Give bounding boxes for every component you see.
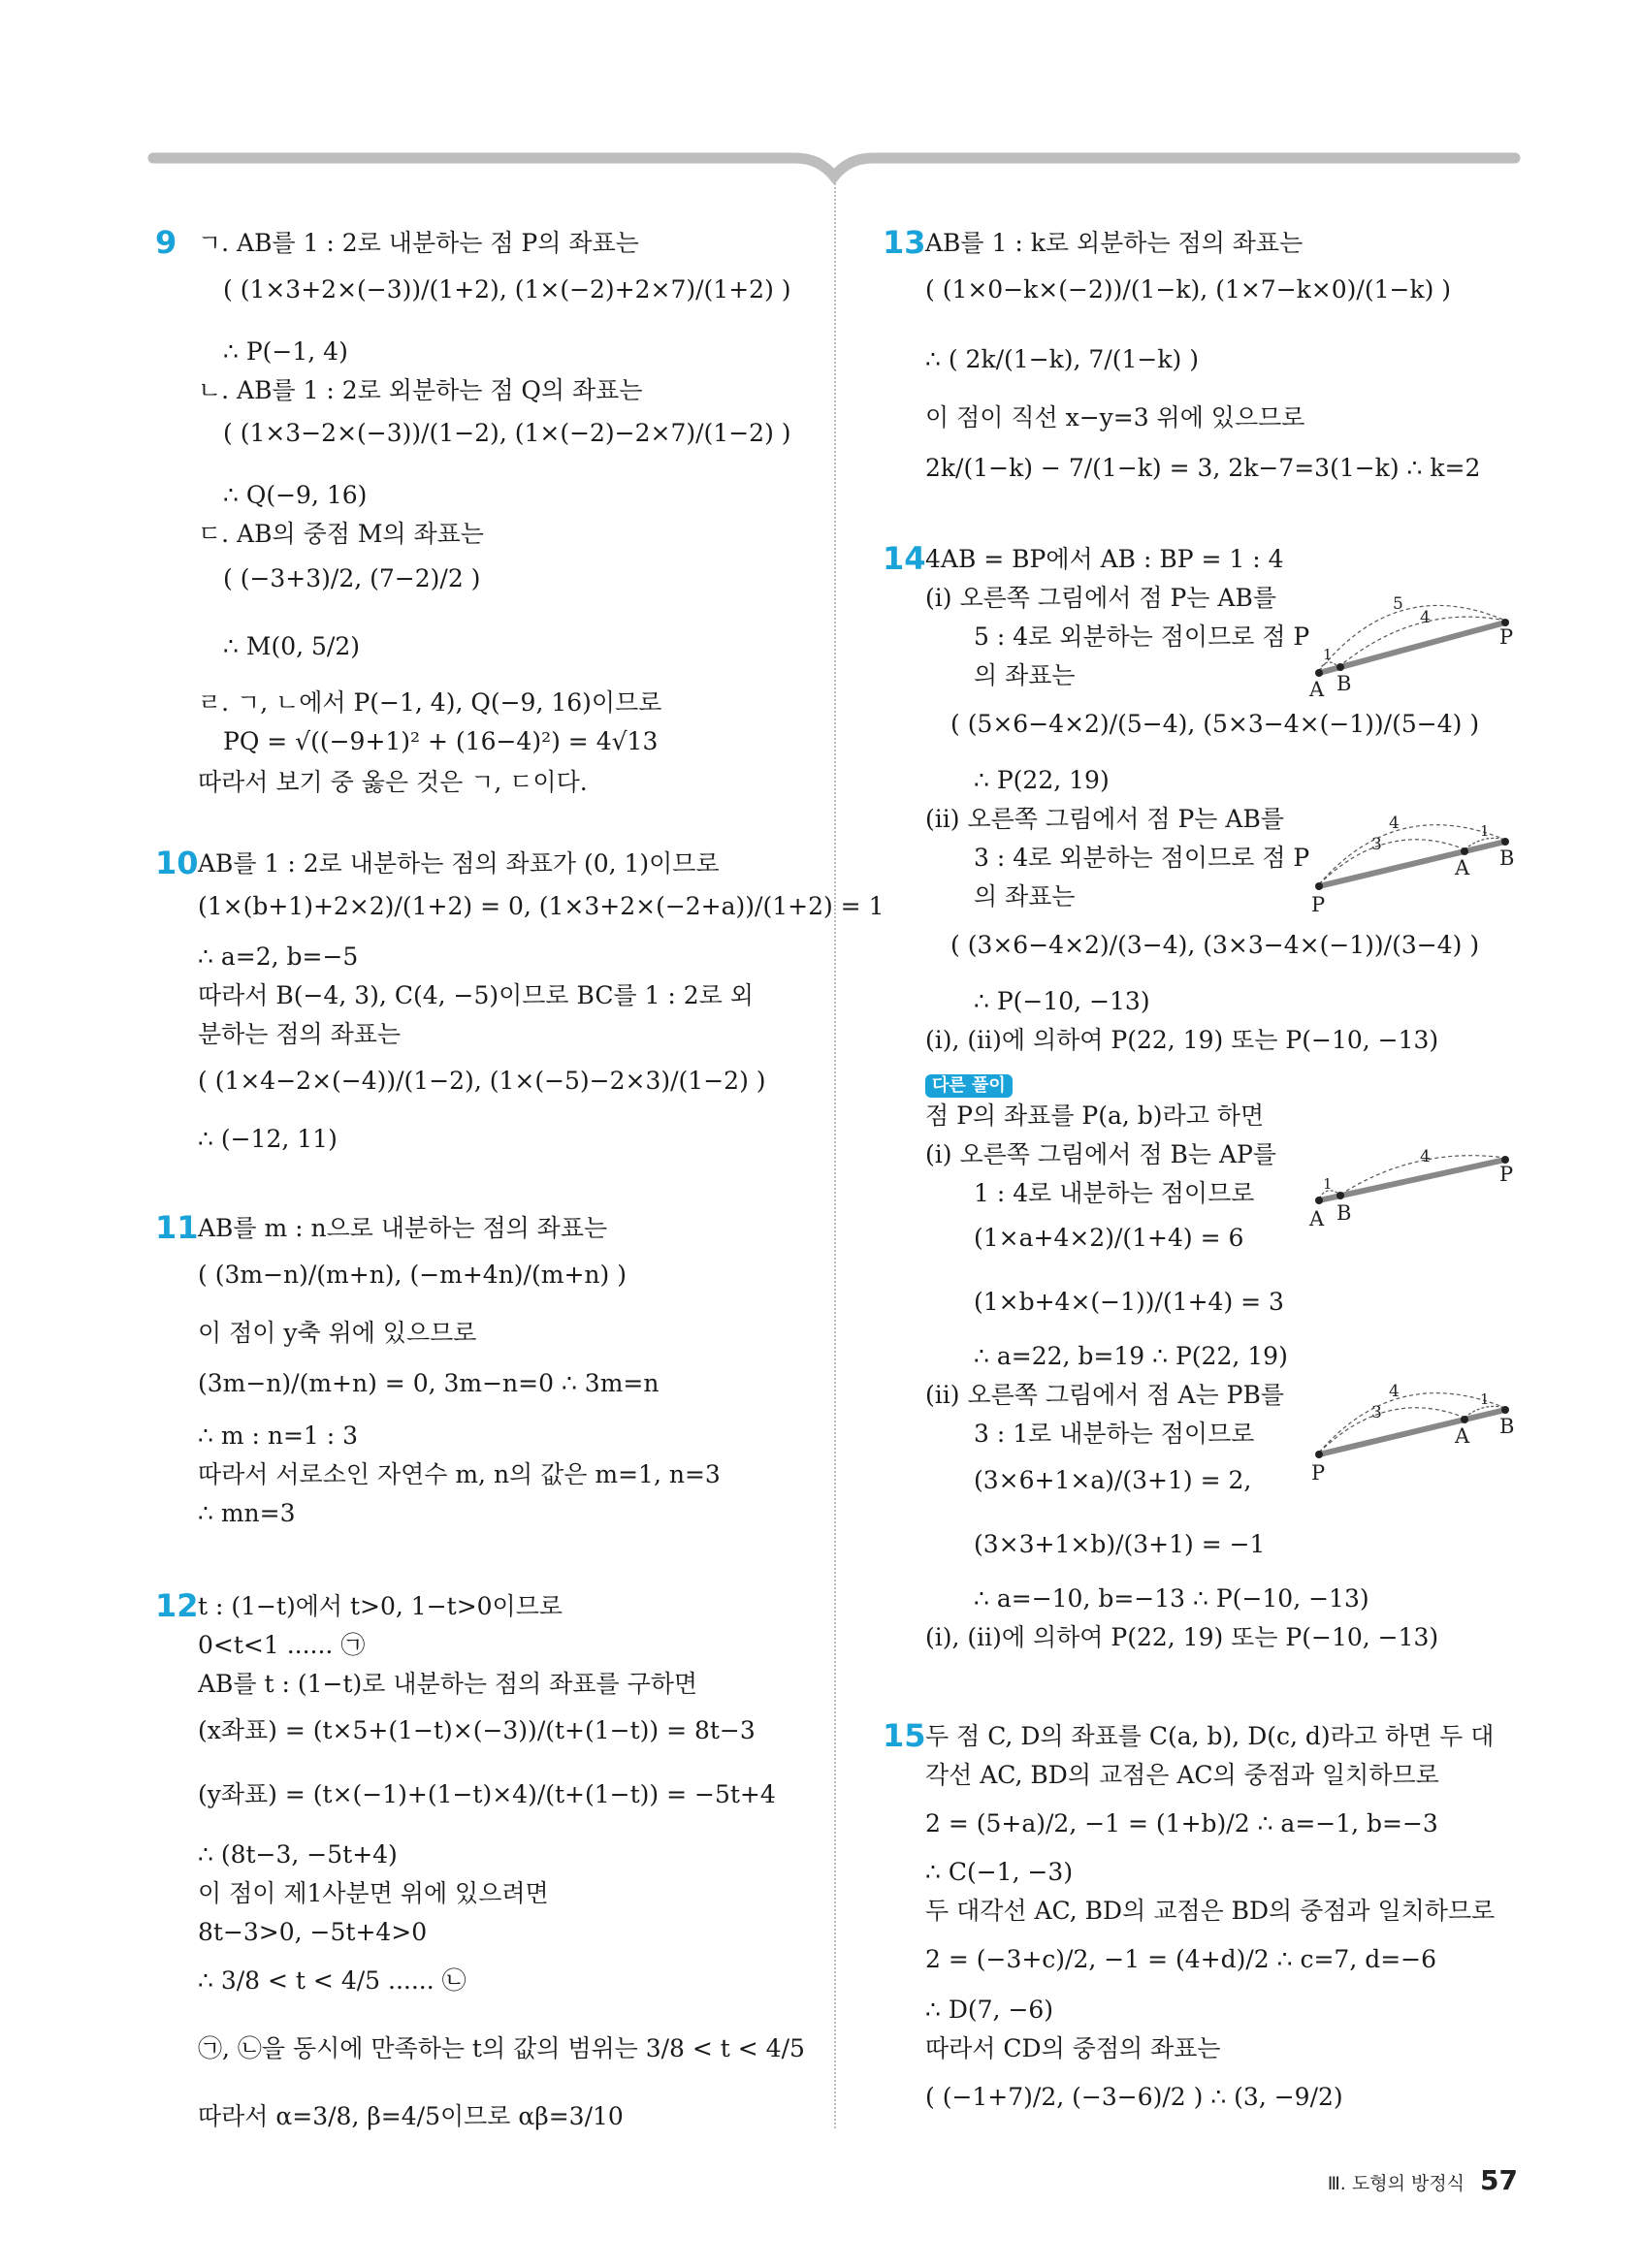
- solution-line: (ⅰ) 오른쪽 그림에서 점 P는 AB를: [925, 584, 1276, 612]
- solution-line: ( (3×6−4×2)/(3−4), (3×3−4×(−1))/(3−4) ): [950, 931, 1480, 959]
- figure-a-divides-pb: [1300, 1373, 1523, 1489]
- solution-line: ( (1×3−2×(−3))/(1−2), (1×(−2)−2×7)/(1−2) ): [223, 419, 791, 447]
- solution-line: 이 점이 y축 위에 있으므로: [198, 1319, 477, 1347]
- problem-number: 9: [155, 224, 177, 261]
- problem-number: 10: [155, 845, 199, 881]
- segment-label: 3: [1371, 835, 1382, 854]
- solution-line: 3 : 4로 외분하는 점이므로 점 P: [974, 844, 1310, 872]
- solution-line: 2 = (5+a)/2, −1 = (1+b)/2 ∴ a=−1, b=−3: [925, 1809, 1438, 1837]
- solution-line: ∴ a=22, b=19 ∴ P(22, 19): [974, 1342, 1288, 1370]
- problem-number: 11: [155, 1209, 199, 1246]
- point-label-P: P: [1311, 893, 1326, 916]
- solution-line: (y좌표) = (t×(−1)+(1−t)×4)/(t+(1−t)) = −5t+4: [198, 1780, 776, 1808]
- point-label-P: P: [1499, 1163, 1514, 1186]
- point-label-P: P: [1499, 625, 1514, 649]
- solution-line: 각선 AC, BD의 교점은 AC의 중점과 일치하므로: [925, 1761, 1439, 1789]
- solution-line: ∴ P(−1, 4): [223, 337, 348, 366]
- solution-line: ∴ M(0, 5/2): [223, 632, 360, 660]
- solution-line: 1 : 4로 내분하는 점이므로: [974, 1179, 1255, 1207]
- solution-line: ∴ m : n=1 : 3: [198, 1421, 359, 1450]
- solution-line: (1×b+4×(−1))/(1+4) = 3: [974, 1288, 1284, 1316]
- solution-line: ∴ D(7, −6): [925, 1996, 1054, 2024]
- solution-line: AB를 t : (1−t)로 내분하는 점의 좌표를 구하면: [198, 1670, 698, 1698]
- solution-line: ㄱ. AB를 1 : 2로 내분하는 점 P의 좌표는: [198, 229, 639, 257]
- alt-solution-row: [925, 1065, 1013, 1101]
- solution-line: 0<t<1 ...... ㉠: [198, 1631, 366, 1659]
- problem-number: 14: [883, 540, 926, 577]
- solution-line: 의 좌표는: [974, 661, 1076, 689]
- solution-line: 2 = (−3+c)/2, −1 = (4+d)/2 ∴ c=7, d=−6: [925, 1945, 1437, 1973]
- solution-line: ∴ mn=3: [198, 1499, 296, 1527]
- solution-line: ∴ (−12, 11): [198, 1125, 338, 1153]
- solution-line: (ⅰ), (ⅱ)에 의하여 P(22, 19) 또는 P(−10, −13): [925, 1026, 1439, 1054]
- solution-line: (ⅱ) 오른쪽 그림에서 점 A는 PB를: [925, 1381, 1284, 1409]
- segment-label: 5: [1393, 594, 1403, 614]
- solution-line: AB를 1 : 2로 내분하는 점의 좌표가 (0, 1)이므로: [198, 849, 720, 878]
- segment-label: 1: [1323, 646, 1333, 663]
- solution-line: 4AB = BP에서 AB : BP = 1 : 4: [925, 545, 1284, 573]
- point-label-A: A: [1309, 678, 1325, 700]
- solution-line: ( (1×3+2×(−3))/(1+2), (1×(−2)+2×7)/(1+2) ): [223, 275, 791, 303]
- solution-line: ( (5×6−4×2)/(5−4), (5×3−4×(−1))/(5−4) ): [950, 710, 1480, 738]
- segment-label: 1: [1480, 822, 1490, 840]
- problem-number: 15: [883, 1717, 926, 1754]
- figure-ab-extended-to-p-1: [1300, 584, 1523, 700]
- solution-line: ∴ P(−10, −13): [974, 987, 1150, 1015]
- figure-ab-extended-to-p-2: [1300, 805, 1523, 921]
- segment-label: 4: [1389, 814, 1400, 833]
- solution-line: (3×6+1×a)/(3+1) = 2,: [974, 1466, 1252, 1494]
- point-label-B: B: [1336, 672, 1352, 695]
- solution-line: (x좌표) = (t×5+(1−t)×(−3))/(t+(1−t)) = 8t−3: [198, 1716, 756, 1744]
- solution-line: ∴ 3/8 < t < 4/5 ...... ㉡: [198, 1966, 467, 1995]
- solution-line: (1×a+4×2)/(1+4) = 6: [974, 1224, 1244, 1252]
- solution-line: (ⅰ), (ⅱ)에 의하여 P(22, 19) 또는 P(−10, −13): [925, 1623, 1439, 1651]
- solution-line: (3m−n)/(m+n) = 0, 3m−n=0 ∴ 3m=n: [198, 1369, 660, 1397]
- solution-line: ( (3m−n)/(m+n), (−m+4n)/(m+n) ): [198, 1261, 627, 1289]
- figure-b-divides-ap: [1300, 1136, 1523, 1233]
- page-number: 57: [1480, 2164, 1518, 2196]
- solution-line: 8t−3>0, −5t+4>0: [198, 1918, 428, 1946]
- solution-line: 따라서 보기 중 옳은 것은 ㄱ, ㄷ이다.: [198, 768, 588, 796]
- solution-line: 두 대각선 AC, BD의 교점은 BD의 중점과 일치하므로: [925, 1897, 1496, 1925]
- solution-line: ∴ ( 2k/(1−k), 7/(1−k) ): [925, 345, 1199, 373]
- solution-line: AB를 1 : k로 외분하는 점의 좌표는: [925, 229, 1304, 257]
- solution-line: ㄹ. ㄱ, ㄴ에서 P(−1, 4), Q(−9, 16)이므로: [198, 688, 662, 717]
- point-label-B: B: [1336, 1201, 1352, 1225]
- solution-line: AB를 m : n으로 내분하는 점의 좌표는: [198, 1214, 608, 1242]
- solution-line: (ⅱ) 오른쪽 그림에서 점 P는 AB를: [925, 805, 1284, 833]
- solution-line: ∴ Q(−9, 16): [223, 481, 368, 509]
- solution-line: 3 : 1로 내분하는 점이므로: [974, 1420, 1255, 1448]
- solution-line: ∴ (8t−3, −5t+4): [198, 1840, 398, 1869]
- solution-line: PQ = √((−9+1)² + (16−4)²) = 4√13: [223, 727, 659, 755]
- solution-line: ( (1×0−k×(−2))/(1−k), (1×7−k×0)/(1−k) ): [925, 275, 1452, 303]
- alt-solution-badge: 다른 풀이: [925, 1074, 1013, 1098]
- solution-line: 따라서 CD의 중점의 좌표는: [925, 2034, 1221, 2062]
- segment-label: 4: [1389, 1382, 1400, 1401]
- solution-line: 의 좌표는: [974, 882, 1076, 910]
- solution-line: 2k/(1−k) − 7/(1−k) = 3, 2k−7=3(1−k) ∴ k=2: [925, 454, 1481, 482]
- solution-line: ( (−1+7)/2, (−3−6)/2 ) ∴ (3, −9/2): [925, 2083, 1343, 2111]
- solution-line: ( (−3+3)/2, (7−2)/2 ): [223, 564, 481, 592]
- solution-line: 두 점 C, D의 좌표를 C(a, b), D(c, d)라고 하면 두 대: [925, 1722, 1495, 1750]
- solution-line: (1×(b+1)+2×2)/(1+2) = 0, (1×3+2×(−2+a))/(1+2) = 1: [198, 892, 885, 920]
- point-label-B: B: [1499, 847, 1515, 870]
- solution-line: ∴ a=2, b=−5: [198, 942, 359, 971]
- point-label-P: P: [1311, 1461, 1326, 1485]
- solution-line: 이 점이 제1사분면 위에 있으려면: [198, 1879, 549, 1907]
- solution-line: ㄴ. AB를 1 : 2로 외분하는 점 Q의 좌표는: [198, 376, 643, 404]
- solution-line: (3×3+1×b)/(3+1) = −1: [974, 1530, 1266, 1558]
- segment-label: 1: [1480, 1390, 1490, 1408]
- point-label-A: A: [1309, 1207, 1325, 1230]
- segment-label: 1: [1323, 1175, 1333, 1193]
- solution-line: ㉠, ㉡을 동시에 만족하는 t의 값의 범위는 3/8 < t < 4/5: [198, 2034, 805, 2062]
- column-divider: [834, 179, 836, 2128]
- point-label-A: A: [1455, 1424, 1470, 1448]
- solution-line: 따라서 서로소인 자연수 m, n의 값은 m=1, n=3: [198, 1460, 721, 1488]
- problem-number: 13: [883, 224, 926, 261]
- solution-line: 이 점이 직선 x−y=3 위에 있으므로: [925, 403, 1305, 431]
- solution-line: ㄷ. AB의 중점 M의 좌표는: [198, 520, 484, 548]
- solution-line: 따라서 α=3/8, β=4/5이므로 αβ=3/10: [198, 2102, 624, 2130]
- solution-line: t : (1−t)에서 t>0, 1−t>0이므로: [198, 1592, 563, 1620]
- solution-line: 5 : 4로 외분하는 점이므로 점 P: [974, 623, 1310, 651]
- segment-label: 4: [1420, 1147, 1431, 1166]
- chapter-title: Ⅲ. 도형의 방정식: [1327, 2173, 1465, 2194]
- solution-line: ∴ C(−1, −3): [925, 1858, 1074, 1886]
- solution-line: ( (1×4−2×(−4))/(1−2), (1×(−5)−2×3)/(1−2) ): [198, 1067, 766, 1095]
- point-label-B: B: [1499, 1415, 1515, 1438]
- solution-line: ∴ a=−10, b=−13 ∴ P(−10, −13): [974, 1584, 1369, 1613]
- solution-line: 따라서 B(−4, 3), C(4, −5)이므로 BC를 1 : 2로 외: [198, 981, 754, 1009]
- segment-label: 4: [1420, 608, 1431, 627]
- solution-line: 분하는 점의 좌표는: [198, 1020, 402, 1048]
- point-label-A: A: [1455, 856, 1470, 879]
- problem-number: 12: [155, 1587, 199, 1624]
- page-footer: [1328, 2164, 1518, 2196]
- segment-label: 3: [1371, 1403, 1382, 1422]
- solution-line: 점 P의 좌표를 P(a, b)라고 하면: [925, 1102, 1265, 1130]
- solution-line: ∴ P(22, 19): [974, 766, 1110, 794]
- top-divider-bar: [0, 0, 1642, 184]
- solution-line: (ⅰ) 오른쪽 그림에서 점 B는 AP를: [925, 1140, 1276, 1168]
